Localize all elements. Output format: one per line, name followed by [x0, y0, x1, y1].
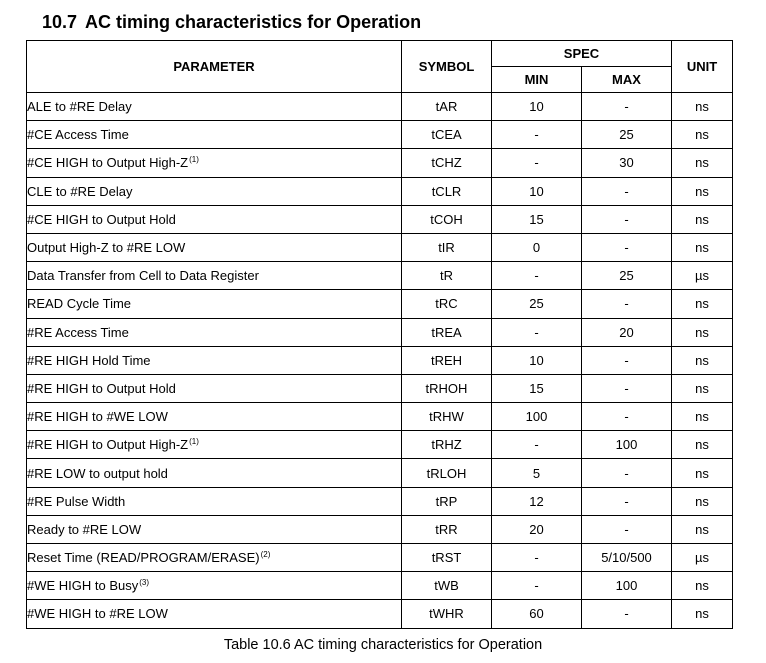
max-cell: -: [582, 93, 672, 121]
max-cell: -: [582, 346, 672, 374]
min-cell: 10: [492, 177, 582, 205]
min-cell: 25: [492, 290, 582, 318]
symbol-cell: tRST: [402, 544, 492, 572]
max-cell: -: [582, 487, 672, 515]
min-cell: -: [492, 572, 582, 600]
symbol-cell: tREA: [402, 318, 492, 346]
symbol-cell: tCEA: [402, 121, 492, 149]
max-cell: 25: [582, 262, 672, 290]
param-cell: [27, 262, 402, 290]
symbol-cell: tRHZ: [402, 431, 492, 459]
unit-cell: ns: [672, 515, 733, 543]
unit-cell: ns: [672, 487, 733, 515]
max-cell: -: [582, 290, 672, 318]
param-text: #RE HIGH to Output High-Z: [27, 437, 189, 453]
unit-cell: ns: [672, 233, 733, 261]
param-text: #WE HIGH to Busy: [27, 578, 139, 594]
header-spec: SPEC: [492, 41, 672, 67]
param-text: #RE Pulse Width: [27, 493, 126, 509]
param-cell: [27, 431, 402, 459]
symbol-cell: tREH: [402, 346, 492, 374]
param-cell: [27, 346, 402, 374]
param-cell: [27, 177, 402, 205]
param-cell: [27, 233, 402, 261]
table-row: [27, 205, 733, 233]
unit-cell: ns: [672, 318, 733, 346]
min-cell: 5: [492, 459, 582, 487]
param-cell: [27, 93, 402, 121]
param-text: #RE HIGH Hold Time: [27, 352, 151, 368]
unit-cell: µs: [672, 262, 733, 290]
table-row: [27, 431, 733, 459]
header-unit: UNIT: [672, 41, 733, 93]
symbol-cell: tCLR: [402, 177, 492, 205]
symbol-cell: tRP: [402, 487, 492, 515]
table-row: [27, 459, 733, 487]
unit-cell: ns: [672, 431, 733, 459]
table-row: [27, 290, 733, 318]
header-max: MAX: [582, 67, 672, 93]
symbol-cell: tRR: [402, 515, 492, 543]
unit-cell: ns: [672, 121, 733, 149]
param-text: #RE HIGH to #WE LOW: [27, 409, 168, 425]
symbol-cell: tCOH: [402, 205, 492, 233]
max-cell: -: [582, 600, 672, 628]
unit-cell: ns: [672, 177, 733, 205]
symbol-cell: tCHZ: [402, 149, 492, 177]
symbol-cell: tWHR: [402, 600, 492, 628]
min-cell: 100: [492, 403, 582, 431]
param-text: #RE LOW to output hold: [27, 465, 168, 481]
table-row: [27, 149, 733, 177]
max-cell: -: [582, 374, 672, 402]
param-text: #CE HIGH to Output High-Z: [27, 155, 189, 171]
param-text: #WE HIGH to #RE LOW: [27, 606, 168, 622]
symbol-cell: tRC: [402, 290, 492, 318]
param-text: #CE Access Time: [27, 127, 129, 143]
param-cell: [27, 374, 402, 402]
table-row: [27, 515, 733, 543]
param-cell: [27, 600, 402, 628]
symbol-cell: tRHW: [402, 403, 492, 431]
min-cell: 60: [492, 600, 582, 628]
min-cell: 20: [492, 515, 582, 543]
param-cell: [27, 205, 402, 233]
min-cell: 10: [492, 346, 582, 374]
param-cell: [27, 290, 402, 318]
table-caption: Table 10.6 AC timing characteristics for Operation: [223, 637, 543, 653]
param-cell: [27, 515, 402, 543]
max-cell: -: [582, 233, 672, 261]
max-cell: 25: [582, 121, 672, 149]
param-text: READ Cycle Time: [27, 296, 132, 312]
unit-cell: ns: [672, 93, 733, 121]
section-title: AC timing characteristics for Operation: [85, 12, 422, 32]
ac-timing-table: [26, 40, 733, 629]
symbol-cell: tAR: [402, 93, 492, 121]
param-text: #CE HIGH to Output Hold: [27, 211, 176, 227]
max-cell: 30: [582, 149, 672, 177]
max-cell: -: [582, 403, 672, 431]
unit-cell: ns: [672, 459, 733, 487]
param-cell: [27, 149, 402, 177]
max-cell: -: [582, 515, 672, 543]
param-cell: [27, 403, 402, 431]
min-cell: 10: [492, 93, 582, 121]
min-cell: -: [492, 544, 582, 572]
min-cell: -: [492, 262, 582, 290]
table-row: [27, 93, 733, 121]
unit-cell: ns: [672, 205, 733, 233]
header-min: MIN: [492, 67, 582, 93]
min-cell: -: [492, 121, 582, 149]
param-cell: [27, 318, 402, 346]
param-cell: [27, 459, 402, 487]
param-cell: [27, 487, 402, 515]
param-text: #RE HIGH to Output Hold: [27, 380, 176, 396]
param-text: Output High-Z to #RE LOW: [27, 240, 186, 256]
header-parameter: PARAMETER: [27, 41, 402, 93]
min-cell: 0: [492, 233, 582, 261]
unit-cell: ns: [672, 149, 733, 177]
symbol-cell: tRLOH: [402, 459, 492, 487]
unit-cell: ns: [672, 346, 733, 374]
table-row: [27, 600, 733, 628]
param-text: Reset Time (READ/PROGRAM/ERASE): [27, 550, 260, 566]
param-cell: [27, 544, 402, 572]
footnote-marker: (2): [260, 550, 271, 560]
min-cell: -: [492, 149, 582, 177]
table-row: [27, 403, 733, 431]
unit-cell: µs: [672, 544, 733, 572]
table-row: [27, 374, 733, 402]
max-cell: -: [582, 177, 672, 205]
min-cell: 15: [492, 205, 582, 233]
footnote-marker: (1): [189, 437, 199, 447]
symbol-cell: tWB: [402, 572, 492, 600]
param-text: CLE to #RE Delay: [27, 183, 133, 199]
symbol-cell: tIR: [402, 233, 492, 261]
table-row: [27, 487, 733, 515]
unit-cell: ns: [672, 374, 733, 402]
table-row: [27, 544, 733, 572]
min-cell: -: [492, 431, 582, 459]
table-row: [27, 233, 733, 261]
footnote-marker: (3): [139, 578, 150, 588]
unit-cell: ns: [672, 600, 733, 628]
table-body: [27, 93, 733, 629]
param-text: #RE Access Time: [27, 324, 129, 340]
min-cell: 12: [492, 487, 582, 515]
max-cell: 100: [582, 431, 672, 459]
table-row: [27, 177, 733, 205]
max-cell: 5/10/500: [582, 544, 672, 572]
table-row: [27, 121, 733, 149]
table-row: [27, 318, 733, 346]
unit-cell: ns: [672, 290, 733, 318]
unit-cell: ns: [672, 572, 733, 600]
section-heading: [42, 12, 421, 33]
param-text: ALE to #RE Delay: [27, 99, 132, 115]
section-number: 10.7: [42, 12, 78, 32]
footnote-marker: (1): [189, 155, 199, 165]
unit-cell: ns: [672, 403, 733, 431]
max-cell: 20: [582, 318, 672, 346]
max-cell: 100: [582, 572, 672, 600]
symbol-cell: tRHOH: [402, 374, 492, 402]
table-row: [27, 346, 733, 374]
param-text: Ready to #RE LOW: [27, 521, 142, 537]
param-cell: [27, 572, 402, 600]
min-cell: -: [492, 318, 582, 346]
max-cell: -: [582, 205, 672, 233]
param-cell: [27, 121, 402, 149]
max-cell: -: [582, 459, 672, 487]
param-text: Data Transfer from Cell to Data Register: [27, 268, 259, 284]
table-row: [27, 572, 733, 600]
header-symbol: SYMBOL: [402, 41, 492, 93]
table-row: [27, 262, 733, 290]
min-cell: 15: [492, 374, 582, 402]
symbol-cell: tR: [402, 262, 492, 290]
